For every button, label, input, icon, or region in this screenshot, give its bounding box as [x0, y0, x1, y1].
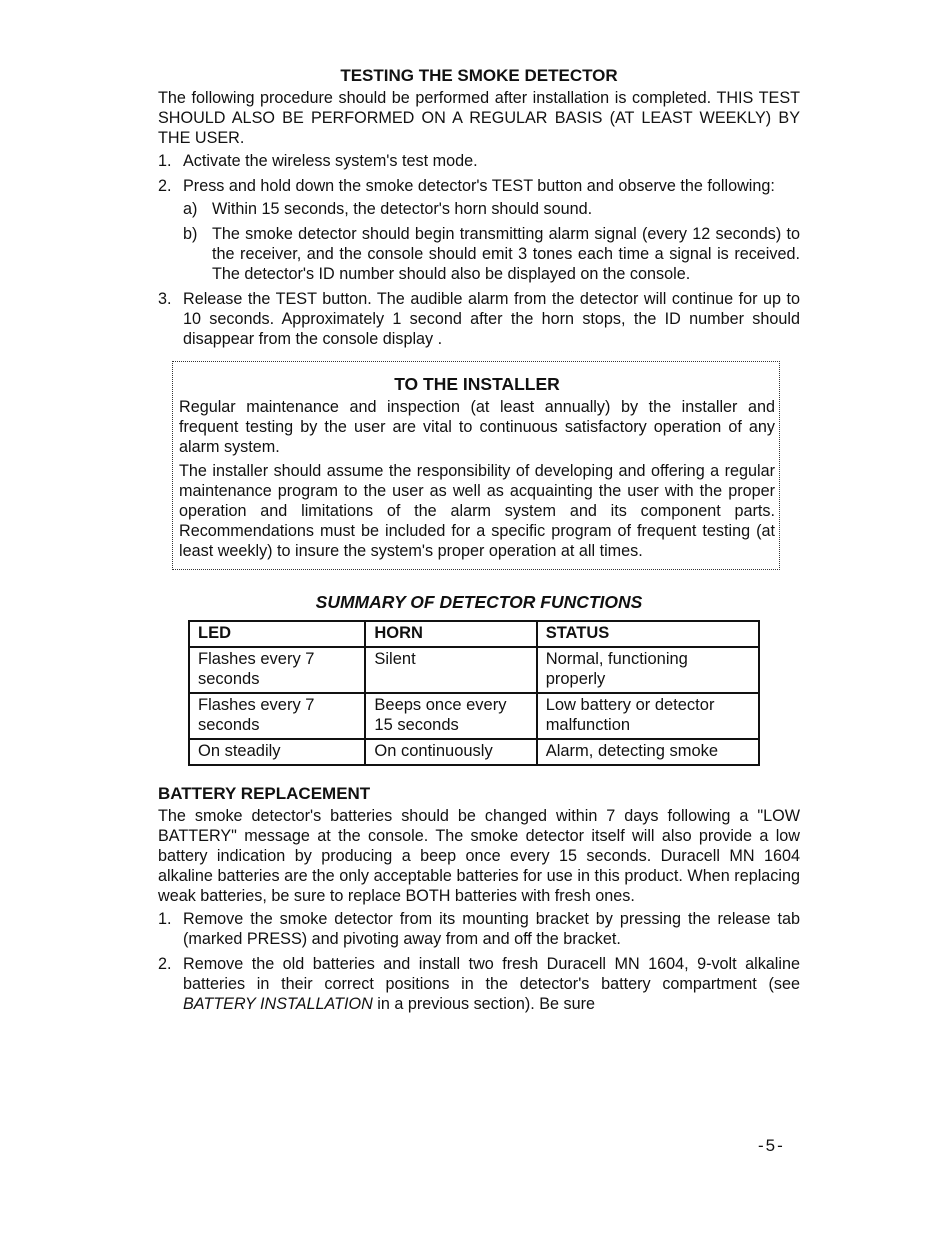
list-item: b) The smoke detector should begin transmitting alarm signal (every 12 seconds) to the receiver, and the console should emit 3 tones each time a signal is received. The detector's ID number should also be displayed on the console.	[183, 225, 800, 283]
installer-paragraph: The installer should assume the responsibility of developing and offering a regular maintenance program to the user as well as acquainting the user with the proper operation and limitations of the alarm system and its component parts. Recommendations must be included for a specific program of frequent testing (at least weekly) to insure the system's proper operation at all times.	[179, 462, 775, 560]
table-cell: Flashes every 7 seconds	[189, 647, 365, 693]
list-item: 2. Press and hold down the smoke detector's TEST button and observe the following: a) Within 15 seconds, the detector's horn should sound. b) The smoke detector should begin transmitting alarm signal (every 12 seconds) to the receiver, and the console should emit 3 tones each time a signal is received. The detector's ID number should also be displayed on the console.	[158, 177, 800, 283]
installer-heading: TO THE INSTALLER	[394, 374, 560, 394]
section-reference: BATTERY INSTALLATION	[183, 995, 373, 1013]
manual-page	[158, 62, 800, 1019]
battery-heading: BATTERY REPLACEMENT	[158, 784, 371, 803]
list-item: a) Within 15 seconds, the detector's horn should sound.	[183, 200, 593, 218]
table-cell: Flashes every 7 seconds	[189, 693, 365, 739]
table-cell: On continuously	[365, 739, 536, 765]
table-cell: On steadily	[189, 739, 365, 765]
list-item: 2. Remove the old batteries and install two fresh Duracell MN 1604, 9-volt alkaline batteries in their correct positions in the detector's battery compartment (see BATTERY INSTALLATION in a previous section). Be sure	[158, 955, 800, 1013]
column-header-horn: HORN	[365, 621, 536, 647]
list-item: 1. Remove the smoke detector from its mounting bracket by pressing the release tab (marked PRESS) and pivoting away from and off the bracket.	[158, 910, 800, 948]
testing-heading: TESTING THE SMOKE DETECTOR	[340, 66, 618, 85]
installer-notice-box	[172, 361, 780, 570]
column-header-status: STATUS	[537, 621, 759, 647]
table-cell: Low battery or detector malfunction	[537, 693, 759, 739]
page-number: -5-	[758, 1136, 785, 1155]
table-row	[189, 739, 759, 765]
table-cell: Silent	[365, 647, 536, 693]
installer-paragraph: Regular maintenance and inspection (at least annually) by the installer and frequent testing by the user are vital to continuous satisfactory operation of any alarm system.	[179, 398, 775, 456]
column-header-led: LED	[189, 621, 365, 647]
sub-steps	[183, 199, 800, 284]
testing-intro: The following procedure should be performed after installation is completed. THIS TEST SHOULD ALSO BE PERFORMED ON A REGULAR BASIS (AT LEAST WEEKLY) BY THE USER.	[158, 89, 801, 147]
summary-table	[188, 620, 760, 766]
list-item: 3. Release the TEST button. The audible alarm from the detector will continue for up to 10 seconds. Approximately 1 second after the horn stops, the ID number should disappear from the console display .	[158, 290, 800, 348]
summary-heading: SUMMARY OF DETECTOR FUNCTIONS	[315, 592, 643, 612]
table-cell: Beeps once every 15 seconds	[365, 693, 536, 739]
battery-intro: The smoke detector's batteries should be changed within 7 days following a "LOW BATTERY" message at the console. The smoke detector itself will also provide a low battery indication by producing a beep once every 15 seconds. Duracell MN 1604 alkaline batteries are the only acceptable batteries for use in this product. When replacing weak batteries, be sure to replace BOTH batteries with fresh ones.	[158, 807, 800, 905]
table-row	[189, 647, 759, 693]
battery-steps	[158, 909, 800, 1014]
table-row	[189, 693, 759, 739]
table-header-row	[189, 621, 759, 647]
testing-steps	[158, 151, 800, 349]
table-cell: Alarm, detecting smoke	[537, 739, 759, 765]
table-cell: Normal, functioning properly	[537, 647, 759, 693]
list-item: 1. Activate the wireless system's test mode.	[158, 152, 478, 170]
